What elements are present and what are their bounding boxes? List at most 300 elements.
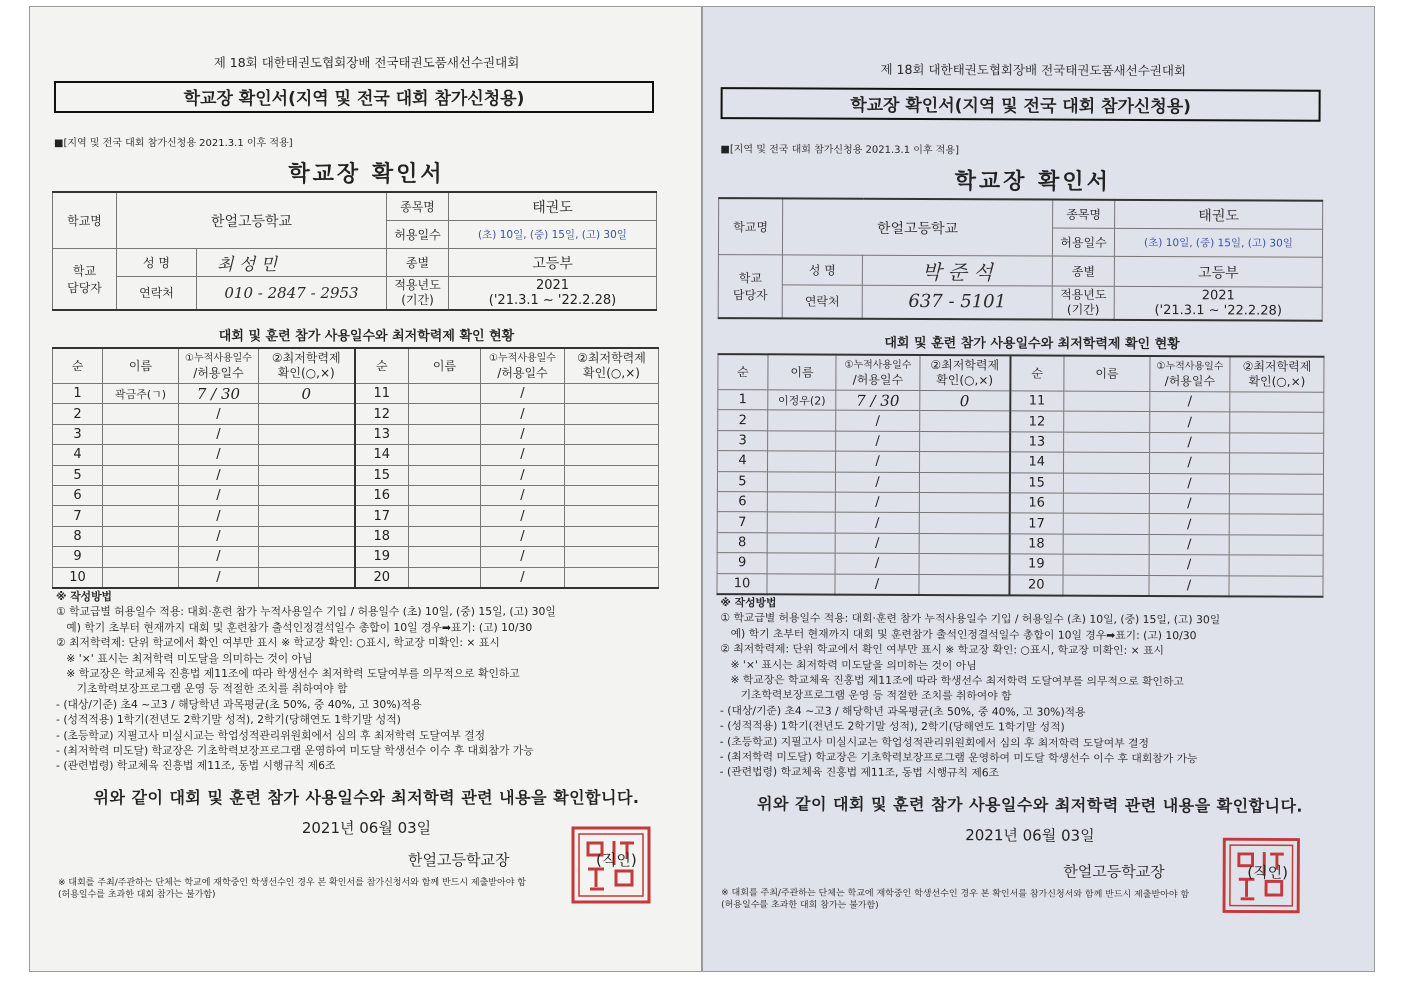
student-name-empty	[1063, 493, 1149, 514]
min-empty	[920, 411, 1010, 432]
days-slash: /	[481, 404, 565, 424]
min-empty	[1229, 514, 1323, 535]
row-number: 3	[718, 430, 768, 451]
days-slash: /	[481, 526, 565, 546]
row-number: 15	[1009, 472, 1063, 493]
row-number: 10	[717, 573, 767, 594]
days-slash: /	[481, 384, 565, 404]
event-value: 태권도	[449, 192, 657, 221]
note-line: 예) 학기 초부터 현재까지 대회 및 훈련참가 출석인정결석일수 총합이 10일 경우➡표기: (고) 10/30	[56, 620, 533, 634]
min-empty	[565, 547, 659, 567]
note-line: - (관련법령) 학교체육 진흥법 제11조, 동법 시행규칙 제6조	[719, 765, 1000, 780]
min-empty	[919, 533, 1009, 554]
note-line: - (대상/기준) 초4 ~고3 / 해당학년 과목평균(초 50%, 중 40%, 고 30%)적용	[719, 703, 1086, 719]
manager-contact: 637 - 5101	[862, 285, 1052, 319]
row-number: 11	[355, 384, 409, 404]
row-number: 1	[718, 390, 768, 411]
note-line: 기초학력보장프로그램 운영 등 적절한 조치를 취하여야 함	[719, 688, 1012, 703]
min-empty	[565, 526, 659, 546]
note-line: ① 학교급별 허용일수 적용: 대회·훈련 참가 누적사용일수 기입 / 허용일수 (초) 10일, (중) 15일, (고) 30일	[56, 605, 556, 619]
col-min-b1: ②최저학력제	[577, 351, 646, 365]
note-line: - (초등학교) 지필고사 미실시교는 학업성적관리위원회에서 심의 후 최저학력 도달여부 결정	[719, 734, 1149, 750]
participation-table	[52, 347, 659, 589]
student-name-empty	[1063, 473, 1149, 494]
student-name-empty	[409, 485, 481, 505]
min-empty	[259, 547, 355, 567]
days-slash: /	[835, 512, 919, 533]
row-number: 2	[718, 410, 768, 431]
table-row	[53, 506, 659, 526]
table-row	[718, 430, 1324, 453]
row-number: 15	[355, 465, 409, 485]
row-number: 19	[1009, 554, 1063, 575]
seal-label: (직인)	[596, 851, 637, 869]
manager-label	[718, 255, 782, 318]
category-value: 고등부	[449, 249, 657, 277]
col-days-1: ①누적사용일수	[185, 353, 252, 364]
table-row	[53, 445, 659, 465]
min-empty	[565, 404, 659, 424]
student-name-empty	[103, 526, 179, 546]
manager-label-2: 담당자	[67, 280, 102, 295]
year-value-2: ('21.3.1 ~ '22.2.28)	[488, 292, 617, 308]
days-slash: /	[179, 465, 259, 485]
footer-note	[721, 887, 1341, 914]
row-number: 12	[1010, 411, 1064, 432]
school-label: 학교명	[718, 198, 782, 255]
row-number: 10	[53, 567, 103, 588]
days-slash: /	[835, 574, 919, 595]
table-row	[717, 532, 1323, 555]
manager-label-1: 학교	[72, 263, 97, 278]
table-row	[717, 492, 1323, 515]
min-check: 0	[259, 384, 355, 404]
col-name-2: 이름	[409, 348, 481, 384]
days-slash: /	[1149, 575, 1229, 596]
note-line: ② 최저학력제: 단위 학교에서 확인 여부만 표시 ※ 학교장 확인: ○표시, 학교장 미확인: × 표시	[56, 636, 500, 650]
col-no-2: 순	[1010, 355, 1064, 391]
note-line: ※ 작성방법	[56, 590, 112, 603]
year-value-2: ('21.3.1 ~ '22.2.28)	[1154, 302, 1282, 319]
category-value: 고등부	[1114, 256, 1322, 287]
days-slash: /	[835, 533, 919, 554]
min-empty	[565, 424, 659, 444]
student-name-empty	[768, 431, 836, 452]
student-name-empty	[1063, 554, 1149, 575]
section-title: 대회 및 훈련 참가 사용일수와 최저학력제 확인 현황	[218, 329, 515, 344]
table-row	[53, 485, 659, 505]
col-name: 이름	[768, 354, 836, 390]
col-days-b	[1150, 356, 1230, 392]
note-line: - (최저학력 미도달) 학교장은 기초학력보장프로그램 운영하여 미도달 학생선수 이수 후 대회참가 가능	[56, 744, 534, 758]
student-name-empty	[103, 445, 179, 465]
row-number: 8	[53, 526, 103, 546]
col-days-1: ①누적사용일수	[844, 359, 912, 371]
row-number: 13	[1010, 432, 1064, 453]
competition-header: 제 18회 대한태권도협회장배 전국태권도품새선수권대회	[213, 55, 520, 70]
row-number: 13	[355, 424, 409, 444]
confirm-statement: 위와 같이 대회 및 훈련 참가 사용일수와 최저학력 관련 내용을 확인합니다.	[757, 794, 1304, 816]
min-empty	[259, 465, 355, 485]
note-line: - (성적적용) 1학기(전년도 2학기말 성적), 2학기(당해연도 1학기말 성적)	[56, 713, 401, 727]
days-slash: /	[481, 465, 565, 485]
days-slash: /	[179, 506, 259, 526]
student-name-empty	[1063, 534, 1149, 555]
days-slash: /	[179, 567, 259, 588]
row-number: 3	[53, 424, 103, 444]
days-slash: /	[835, 472, 919, 493]
col-days	[179, 348, 259, 384]
student-name-empty	[409, 424, 481, 444]
student-name-empty	[767, 512, 835, 533]
student-name: 이정우(2)	[768, 390, 836, 411]
student-name-empty	[768, 451, 836, 472]
table-row	[717, 553, 1323, 576]
student-name-empty	[1064, 391, 1150, 412]
note-line: - (최저학력 미도달) 학교장은 기초학력보장프로그램 운영하여 미도달 학생선수 이수 후 대회참가 가능	[719, 750, 1198, 766]
min-empty	[1229, 453, 1323, 474]
days-slash: /	[1149, 493, 1229, 514]
student-name-empty	[103, 465, 179, 485]
days-allowed-label: 허용일수	[387, 221, 449, 249]
note-line: ※ 학교장은 학교체육 진흥법 제11조에 따라 학생선수 최저학력 도달여부를 의무적으로 확인하고	[56, 667, 520, 681]
contact-label: 연락처	[117, 277, 197, 310]
year-label-2: (기간)	[1066, 302, 1100, 317]
table-row	[53, 424, 659, 444]
col-days-2: /허용일수	[193, 366, 244, 380]
participation-table	[716, 353, 1324, 598]
row-number: 7	[53, 506, 103, 526]
min-empty	[1229, 494, 1323, 515]
footer-line-1: ※ 대회를 주최/주관하는 단체는 학교에 재학중인 학생선수인 경우 본 확인서를 참가신청서와 함께 반드시 제출받아야 함	[721, 888, 1190, 901]
table-row	[53, 567, 659, 588]
applies-note: ■[지역 및 전국 대회 참가신청용 2021.3.1 이후 적용]	[54, 138, 293, 149]
student-name-empty	[767, 471, 835, 492]
days-slash: /	[481, 506, 565, 526]
event-value: 태권도	[1115, 200, 1323, 229]
min-empty	[919, 513, 1009, 534]
manager-label	[53, 249, 117, 310]
footer-note	[58, 877, 678, 901]
student-name-empty	[409, 526, 481, 546]
col-days-b1: ①누적사용일수	[489, 353, 556, 364]
student-name-empty	[409, 404, 481, 424]
row-number: 4	[718, 451, 768, 472]
min-empty	[1229, 473, 1323, 494]
info-table	[718, 197, 1324, 321]
col-no: 순	[53, 348, 103, 384]
min-empty	[920, 431, 1010, 452]
student-name-empty	[409, 465, 481, 485]
min-empty	[565, 384, 659, 404]
instructions	[720, 595, 1361, 783]
manager-label-1: 학교	[738, 270, 762, 286]
days-slash: /	[1149, 473, 1229, 494]
min-empty	[919, 452, 1009, 473]
school-name: 한얼고등학교	[782, 198, 1052, 256]
days-slash: /	[1149, 555, 1229, 576]
note-line: ① 학교급별 허용일수 적용: 대회·훈련 참가 누적사용일수 기입 / 허용일수 (초) 10일, (중) 15일, (고) 30일	[720, 611, 1221, 627]
table-row	[718, 451, 1324, 474]
sheet-content	[702, 13, 1370, 972]
col-min-b	[565, 348, 659, 384]
note-line: - (대상/기준) 초4 ~고3 / 해당학년 과목평균(초 50%, 중 40%, 고 30%)적용	[56, 697, 422, 711]
table-row	[53, 384, 659, 404]
table-row	[53, 465, 659, 485]
row-number: 14	[355, 445, 409, 465]
row-number: 1	[53, 384, 103, 404]
student-name-empty	[409, 506, 481, 526]
event-label: 종목명	[387, 192, 449, 221]
confirm-statement: 위와 같이 대회 및 훈련 참가 사용일수와 최저학력 관련 내용을 확인합니다.	[93, 788, 640, 807]
year-label-1: 적용년도	[1060, 287, 1107, 302]
min-empty	[565, 506, 659, 526]
issue-date: 2021년 06월 03일	[965, 826, 1095, 845]
min-check: 0	[920, 390, 1010, 411]
year-value	[1114, 286, 1322, 320]
min-empty	[259, 506, 355, 526]
sheet-content	[30, 7, 702, 972]
min-empty	[1229, 555, 1323, 576]
min-empty	[919, 492, 1009, 513]
row-number: 17	[355, 506, 409, 526]
table-row	[718, 390, 1324, 413]
row-number: 12	[355, 404, 409, 424]
row-number: 2	[53, 404, 103, 424]
col-days	[836, 355, 920, 391]
row-number: 4	[53, 445, 103, 465]
student-name-empty	[103, 567, 179, 588]
table-row	[717, 573, 1323, 597]
manager-contact: 010 - 2847 - 2953	[197, 277, 387, 310]
year-label	[1052, 286, 1114, 319]
note-line: - (초등학교) 지필고사 미실시교는 학업성적관리위원회에서 심의 후 최저학력 도달여부 결정	[56, 728, 486, 742]
days-slash: /	[179, 445, 259, 465]
student-name-empty	[103, 424, 179, 444]
col-days-b2: /허용일수	[497, 366, 548, 380]
school-label: 학교명	[53, 192, 117, 249]
footer-line-2: (허용일수를 초과한 대회 참가는 불가함)	[721, 900, 879, 911]
title-box: 학교장 확인서(지역 및 전국 대회 참가신청용)	[54, 81, 654, 113]
row-number: 20	[1009, 574, 1063, 595]
row-number: 11	[1010, 391, 1064, 412]
confirmation-sheet-right	[702, 6, 1375, 972]
row-number: 8	[717, 532, 767, 553]
year-value-1: 2021	[1201, 287, 1235, 304]
min-empty	[259, 567, 355, 588]
student-name-empty	[767, 492, 835, 513]
min-empty	[1230, 433, 1324, 454]
student-name-empty	[768, 410, 836, 431]
seal-label: (직인)	[1247, 863, 1288, 882]
row-number: 6	[53, 485, 103, 505]
row-number: 6	[717, 492, 767, 513]
student-name-empty	[1063, 452, 1149, 473]
student-name: 곽금주(ㄱ)	[103, 384, 179, 404]
col-min-1: ②최저학력제	[930, 358, 1000, 373]
table-row	[53, 547, 659, 567]
applies-note: ■[지역 및 전국 대회 참가신청용 2021.3.1 이후 적용]	[720, 144, 960, 157]
row-number: 9	[53, 547, 103, 567]
days-slash: /	[481, 445, 565, 465]
student-name-empty	[1064, 411, 1150, 432]
student-name-empty	[103, 485, 179, 505]
row-number: 5	[717, 471, 767, 492]
document-title: 학교장 확인서	[954, 169, 1111, 195]
days-slash: /	[1149, 453, 1229, 474]
min-empty	[565, 445, 659, 465]
category-label: 종별	[1052, 256, 1114, 286]
days-slash: /	[481, 485, 565, 505]
student-name-empty	[767, 553, 835, 574]
row-number: 16	[355, 485, 409, 505]
days-allowed-value: (초) 10일, (중) 15일, (고) 30일	[1114, 228, 1322, 257]
col-min-b1: ②최저학력제	[1242, 359, 1312, 374]
min-empty	[565, 485, 659, 505]
days-slash: /	[835, 553, 919, 574]
days-slash: /	[179, 485, 259, 505]
row-number: 19	[355, 547, 409, 567]
principal-title: 한얼고등학교장	[408, 851, 510, 869]
student-name-empty	[409, 384, 481, 404]
student-name-empty	[103, 404, 179, 424]
days-slash: /	[481, 567, 565, 588]
note-line: - (관련법령) 학교체육 진흥법 제11조, 동법 시행규칙 제6조	[56, 759, 336, 773]
confirmation-sheet-left	[29, 6, 702, 972]
days-slash: /	[179, 547, 259, 567]
min-empty	[1229, 535, 1323, 556]
days-slash: /	[1149, 514, 1229, 535]
instructions	[56, 589, 696, 774]
days-slash: /	[481, 424, 565, 444]
table-row	[53, 526, 659, 546]
days-slash: /	[836, 451, 920, 472]
issue-date: 2021년 06월 03일	[301, 819, 432, 837]
col-min	[259, 348, 355, 384]
col-min-b2: 확인(○,×)	[1248, 374, 1306, 389]
col-min-2: 확인(○,×)	[936, 373, 994, 388]
row-number: 5	[53, 465, 103, 485]
days-slash: /	[179, 526, 259, 546]
col-days-2: /허용일수	[852, 372, 904, 387]
col-no: 순	[718, 354, 768, 390]
days-slash: /	[835, 492, 919, 513]
row-number: 16	[1009, 493, 1063, 514]
student-name-empty	[1063, 575, 1149, 596]
title-box: 학교장 확인서(지역 및 전국 대회 참가신청용)	[721, 87, 1321, 122]
col-days-b	[481, 348, 565, 384]
table-row	[717, 471, 1323, 494]
principal-title: 한얼고등학교장	[1063, 862, 1165, 882]
days-used: 7 / 30	[836, 390, 920, 411]
col-name-2: 이름	[1064, 356, 1150, 392]
note-line: ※ 작성방법	[720, 596, 777, 610]
footer-line-1: ※ 대회를 주최/주관하는 단체는 학교에 재학중인 학생선수인 경우 본 확인서를 참가신청서와 함께 반드시 제출받아야 함	[58, 878, 526, 888]
student-name-empty	[103, 506, 179, 526]
row-number: 7	[717, 512, 767, 533]
manager-name: 박 준 석	[862, 255, 1052, 286]
col-min-b	[1230, 356, 1324, 392]
student-name-empty	[103, 547, 179, 567]
col-days-b2: /허용일수	[1164, 374, 1216, 389]
student-name-empty	[409, 445, 481, 465]
min-empty	[919, 472, 1009, 493]
col-days-b1: ①누적사용일수	[1156, 361, 1224, 373]
name-label: 성 명	[782, 255, 862, 285]
min-empty	[1230, 392, 1324, 413]
event-label: 종목명	[1053, 200, 1115, 229]
student-name-empty	[1064, 432, 1150, 453]
category-label: 종별	[387, 249, 449, 277]
min-empty	[259, 445, 355, 465]
row-number: 18	[1009, 534, 1063, 555]
days-slash: /	[1150, 432, 1230, 453]
days-used: 7 / 30	[179, 384, 259, 404]
note-line: ※ '×' 표시는 최저학력 미도달을 의미하는 것이 아님	[720, 657, 977, 672]
days-slash: /	[481, 547, 565, 567]
col-min-b2: 확인(○,×)	[583, 366, 640, 380]
min-empty	[1229, 575, 1323, 596]
table-row	[717, 512, 1323, 535]
days-slash: /	[1150, 412, 1230, 433]
row-number: 17	[1009, 513, 1063, 534]
section-title: 대회 및 훈련 참가 사용일수와 최저학력제 확인 현황	[884, 335, 1180, 353]
days-slash: /	[179, 424, 259, 444]
days-slash: /	[1149, 534, 1229, 555]
days-allowed-value: (초) 10일, (중) 15일, (고) 30일	[449, 221, 657, 249]
row-number: 18	[355, 526, 409, 546]
school-name: 한얼고등학교	[117, 192, 387, 249]
contact-label: 연락처	[782, 285, 862, 318]
min-empty	[919, 554, 1009, 575]
min-empty	[259, 526, 355, 546]
min-empty	[259, 424, 355, 444]
col-min-2: 확인(○,×)	[277, 366, 335, 380]
document-title: 학교장 확인서	[288, 162, 445, 187]
manager-label-2: 담당자	[732, 287, 768, 303]
note-line: 예) 학기 초부터 현재까지 대회 및 훈련참가 출석인정결석일수 총합이 10일 경우➡표기: (고) 10/30	[720, 626, 1197, 642]
year-label-1: 적용년도	[394, 277, 441, 292]
days-slash: /	[836, 431, 920, 452]
col-no-2: 순	[355, 348, 409, 384]
student-name-empty	[1063, 513, 1149, 534]
days-slash: /	[179, 404, 259, 424]
year-label	[387, 277, 449, 310]
min-empty	[565, 567, 659, 588]
col-min	[920, 355, 1010, 391]
student-name-empty	[767, 533, 835, 554]
min-empty	[259, 485, 355, 505]
note-line: ② 최저학력제: 단위 학교에서 확인 여부만 표시 ※ 학교장 확인: ○표시, 학교장 미확인: × 표시	[720, 642, 1165, 658]
note-line: ※ 학교장은 학교체육 진흥법 제11조에 따라 학생선수 최저학력 도달여부를 의무적으로 확인하고	[720, 673, 1184, 689]
table-row	[53, 404, 659, 424]
competition-header: 제 18회 대한태권도협회장배 전국태권도품새선수권대회	[880, 61, 1187, 79]
col-name: 이름	[103, 348, 179, 384]
table-row	[718, 410, 1324, 433]
row-number: 9	[717, 553, 767, 574]
name-label: 성 명	[117, 249, 197, 277]
days-slash: /	[1150, 391, 1230, 412]
year-label-2: (기간)	[401, 292, 434, 307]
col-min-1: ②최저학력제	[271, 351, 341, 365]
min-empty	[1230, 412, 1324, 433]
min-empty	[259, 404, 355, 424]
days-allowed-label: 허용일수	[1052, 228, 1114, 256]
min-empty	[919, 574, 1009, 595]
row-number: 14	[1009, 452, 1063, 473]
info-table	[52, 191, 657, 311]
days-slash: /	[836, 410, 920, 431]
